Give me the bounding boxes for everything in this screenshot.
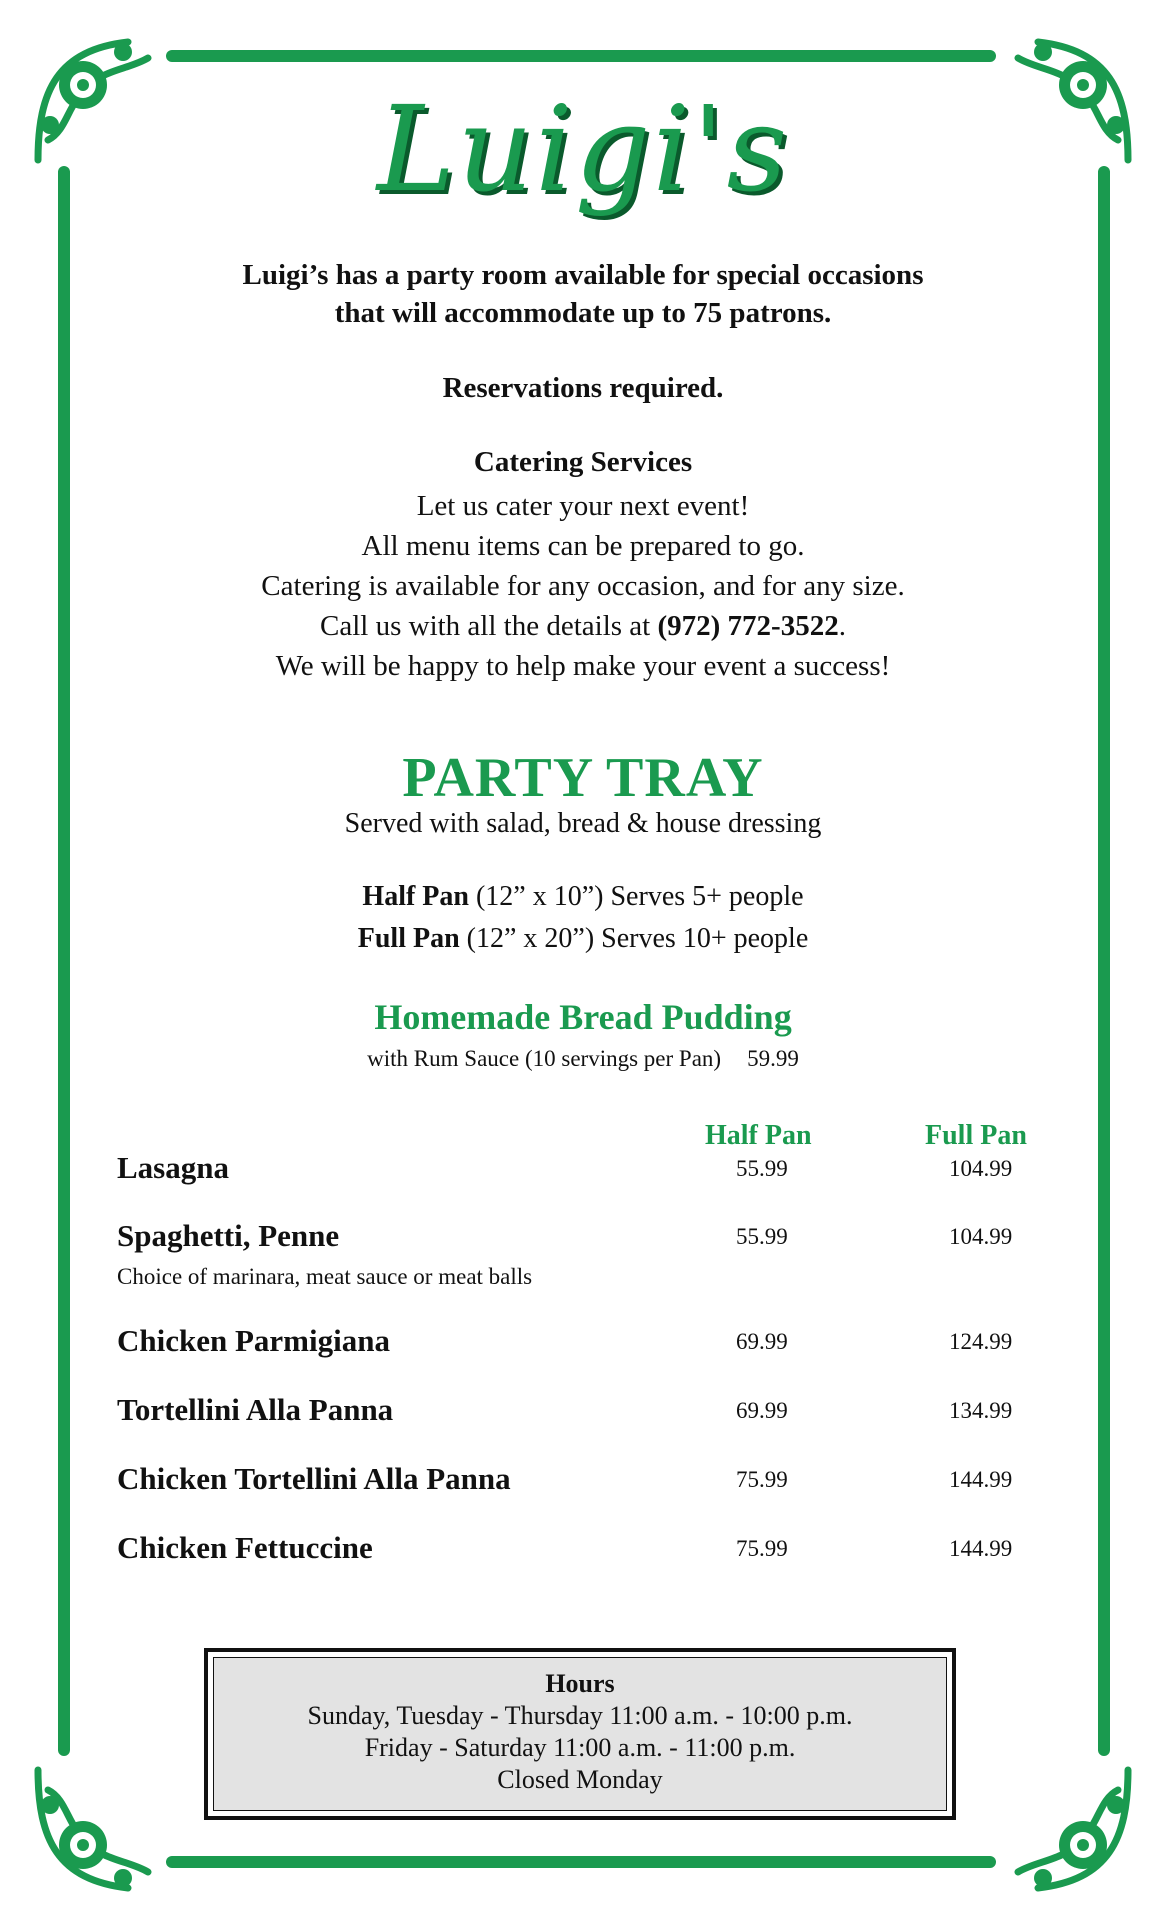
catering-description [0, 486, 1166, 686]
corner-ornament-bottom-left [28, 1760, 168, 1900]
bread-pudding-title: Homemade Bread Pudding [374, 997, 792, 1037]
border-top [166, 50, 996, 62]
intro-line-1: Luigi’s has a party room available for special occasions [242, 259, 924, 291]
half-pan-label: Half Pan [362, 881, 469, 912]
full-pan-label: Full Pan [357, 923, 460, 954]
catering-line-1: Let us cater your next event! [416, 490, 750, 522]
full-pan-column-header: Full Pan [925, 1120, 1027, 1151]
menu-item-half-price: 75.99 [736, 1467, 788, 1492]
party-room-intro [0, 256, 1166, 332]
intro-line-2: that will accommodate up to 75 patrons. [334, 297, 832, 329]
bread-pudding-price: 59.99 [747, 1046, 799, 1071]
menu-item-name: Chicken Parmigiana [117, 1323, 390, 1358]
half-pan-column-header: Half Pan [705, 1120, 812, 1151]
catering-line-5: We will be happy to help make your event a success! [275, 650, 891, 682]
bread-pudding-desc: with Rum Sauce (10 servings per Pan) [367, 1046, 722, 1071]
menu-item-name: Chicken Tortellini Alla Panna [117, 1461, 511, 1496]
phone-number[interactable]: (972) 772-3522 [657, 610, 839, 642]
half-pan-size [0, 876, 1166, 918]
menu-item-description: Choice of marinara, meat sauce or meat balls [117, 1264, 533, 1289]
hours-title: Hours [545, 1669, 615, 1698]
hours-box [204, 1648, 956, 1820]
catering-call-suffix: . [838, 610, 846, 642]
menu-item-name: Spaghetti, Penne [117, 1218, 340, 1253]
hours-line-1: Sunday, Tuesday - Thursday 11:00 a.m. - 10:00 p.m. [307, 1701, 853, 1730]
reservations-note: Reservations required. [442, 372, 724, 404]
hours-line-3: Closed Monday [497, 1765, 663, 1794]
hours-line-2: Friday - Saturday 11:00 a.m. - 11:00 p.m. [364, 1733, 796, 1762]
menu-item-name: Tortellini Alla Panna [117, 1392, 394, 1427]
menu-item-name: Chicken Fettuccine [117, 1530, 373, 1565]
menu-item-half-price: 69.99 [736, 1398, 788, 1423]
menu-item-full-price: 104.99 [949, 1156, 1013, 1181]
full-pan-size [0, 918, 1166, 960]
catering-title: Catering Services [473, 446, 693, 478]
menu-item-half-price: 69.99 [736, 1329, 788, 1354]
menu-item-half-price: 55.99 [736, 1224, 788, 1249]
menu-item-full-price: 144.99 [949, 1467, 1013, 1492]
bread-pudding-line [0, 1046, 1166, 1072]
menu-item-half-price: 55.99 [736, 1156, 788, 1181]
menu-item-half-price: 75.99 [736, 1536, 788, 1561]
catering-line-2: All menu items can be prepared to go. [361, 530, 805, 562]
border-bottom [166, 1856, 996, 1868]
half-pan-desc: (12” x 10”) Serves 5+ people [468, 881, 804, 912]
catering-line-3: Catering is available for any occasion, and for any size. [261, 570, 905, 602]
party-tray-subtitle: Served with salad, bread & house dressing [344, 808, 822, 839]
pan-sizes [0, 876, 1166, 960]
full-pan-desc: (12” x 20”) Serves 10+ people [459, 923, 809, 954]
restaurant-logo: Luigi's [376, 80, 790, 218]
menu-item-full-price: 124.99 [949, 1329, 1013, 1354]
catering-call-text: Call us with all the details at [320, 610, 658, 642]
catering-line-4 [0, 606, 1166, 646]
party-tray-title: PARTY TRAY [402, 747, 764, 809]
hours-box-inner [213, 1657, 947, 1811]
menu-item-full-price: 134.99 [949, 1398, 1013, 1423]
menu-item-full-price: 104.99 [949, 1224, 1013, 1249]
menu-item-name: Lasagna [117, 1150, 229, 1185]
menu-item-full-price: 144.99 [949, 1536, 1013, 1561]
corner-ornament-bottom-right [998, 1760, 1138, 1900]
